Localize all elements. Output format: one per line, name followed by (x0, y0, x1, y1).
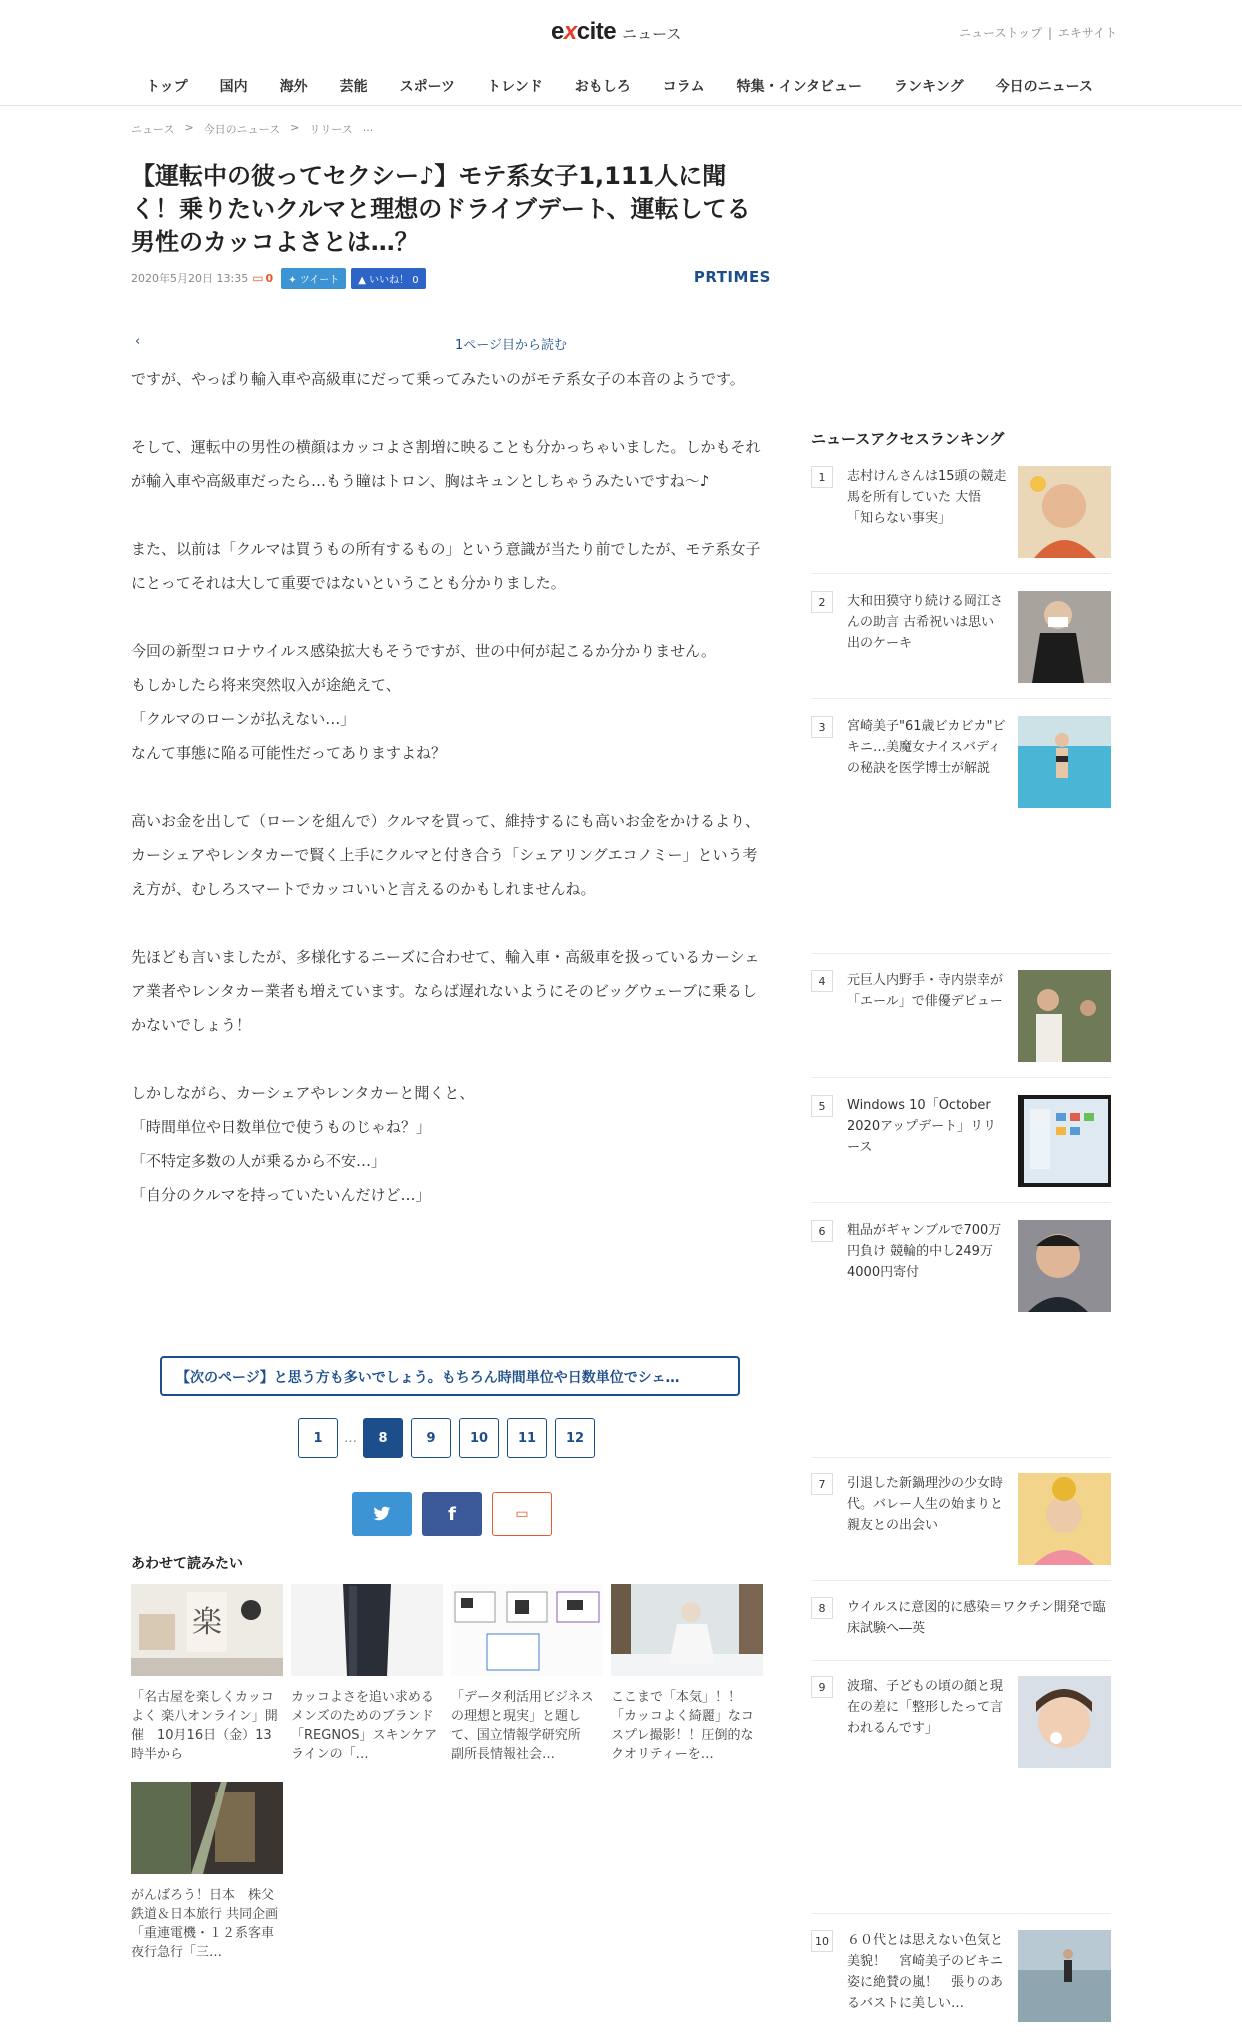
pagination-ellipsis: … (344, 1430, 357, 1446)
rank-thumbnail-shimura (1018, 466, 1111, 558)
pagination (298, 1418, 603, 1458)
comment-count[interactable]: 0 (265, 271, 274, 285)
access-ranking-heading: ニュースアクセスランキング (811, 430, 1005, 448)
page-1-button[interactable]: 1 (298, 1418, 338, 1458)
rank-title: 粗品がギャンブルで700万円負け 競輪的中し249万4000円寄付 (847, 1223, 1002, 1280)
logo-brand-pre: e (551, 18, 564, 45)
pager-top (131, 334, 771, 354)
body-paragraph: 「時間単位や日数単位で使うものじゃね？」 (131, 1118, 432, 1136)
body-paragraph: 今回の新型コロナウイルス感染拡大もそうですが、世の中何が起こるか分かりません。 (131, 642, 717, 660)
rank-number: 4 (811, 970, 833, 992)
ranking-item[interactable] (811, 591, 1111, 699)
svg-text:楽: 楽 (192, 1605, 222, 1640)
rank-number: 2 (811, 591, 833, 613)
breadcrumb-todays-news[interactable]: 今日のニュース (203, 123, 281, 136)
rank-thumbnail-miyazaki-beach (1018, 1930, 1111, 2022)
body-paragraph: そして、運転中の男性の横顔はカッコよさ割増に映ることも分かっちゃいました。しかもそれが輸入車や高級車だったら…もう瞳はトロン、胸はキュンとしちゃうみたいですね～♪ (131, 438, 761, 490)
breadcrumb-ellipsis: ... (362, 121, 374, 134)
comment-button[interactable] (492, 1492, 552, 1536)
page-9-button[interactable]: 9 (411, 1418, 451, 1458)
logo-brand (551, 18, 616, 46)
related-text: 「名古屋を楽しくカッコよく 楽八オンライン」開催 10月16日（金）13時半から (131, 1690, 278, 1762)
ranking-item[interactable] (811, 970, 1111, 1078)
rank-number: 5 (811, 1095, 833, 1117)
body-paragraph: また、以前は「クルマは買うもの所有するもの」という意識が当たり前でしたが、モテ系女子にとってそれは大して重要ではないということも分かりました。 (131, 540, 761, 592)
logo-sub: ニュース (622, 25, 682, 43)
like-label: いいね！ 0 (369, 274, 419, 286)
body-paragraph (131, 906, 771, 940)
rank-thumbnail-soshina (1018, 1220, 1111, 1312)
main-nav (130, 76, 1109, 96)
related-articles (131, 1584, 771, 1962)
rank-thumbnail-owada (1018, 591, 1111, 683)
article-title: 【運転中の彼ってセクシー♪】モテ系女子1,111人に聞く！乗りたいクルマと理想のドライブデート、運転してる男性のカッコよさとは…？ (131, 162, 751, 256)
rank-number: 8 (811, 1597, 833, 1619)
logo-brand-x: x (563, 18, 577, 45)
rank-title: 元巨人内野手・寺内崇幸が「エール」で俳優デビュー (847, 973, 1004, 1009)
ranking-item[interactable] (811, 1676, 1111, 1914)
toplinks-separator: | (1047, 26, 1052, 40)
body-paragraph: 「クルマのローンが払えない…」 (131, 710, 356, 728)
nav-trend[interactable]: トレンド (487, 79, 543, 95)
related-thumbnail-regnos (291, 1584, 443, 1676)
related-thumbnail-train (131, 1782, 283, 1874)
related-heading: あわせて読みたい (131, 1556, 243, 1572)
breadcrumb (131, 121, 373, 137)
facebook-icon: f (448, 1503, 456, 1525)
twitter-share-button[interactable] (352, 1492, 412, 1536)
rank-title: Windows 10「October 2020アップデート」リリース (847, 1098, 997, 1155)
nav-domestic[interactable]: 国内 (219, 79, 248, 95)
link-news-top[interactable]: ニューストップ (959, 26, 1043, 40)
rank-thumbnail-haru-child (1018, 1676, 1111, 1768)
rank-title: 宮崎美子"61歳ビカビカ"ビキニ…美魔女ナイスバディの秘訣を医学博士が解説 (847, 719, 1006, 776)
nav-todays-news[interactable]: 今日のニュース (995, 79, 1093, 95)
ranking-item[interactable] (811, 1597, 1111, 1661)
sidebar (811, 428, 1111, 449)
breadcrumb-sep: > (290, 121, 300, 134)
nav-ranking[interactable]: ランキング (894, 79, 964, 95)
body-paragraph: 先ほども言いましたが、多様化するニーズに合わせて、輸入車・高級車を扱っているカーシェア業者やレンタカー業者も増えています。ならば遅れないようにそのビッグウェーブに乗るしかないでしょう！ (131, 948, 760, 1034)
related-text: がんばろう！日本 株父鉄道＆日本旅行 共同企画「重連電機・１２系客車 夜行急行「三… (131, 1888, 279, 1960)
rank-number: 6 (811, 1220, 833, 1242)
tweet-label: ツイート (299, 274, 340, 286)
nav-top[interactable]: トップ (146, 79, 188, 95)
body-paragraph (131, 770, 771, 804)
rank-title: 大和田獏守り続ける岡江さんの助言 古希祝いは思い出のケーキ (847, 594, 1004, 651)
article-body (131, 362, 771, 1212)
ranking-item[interactable] (811, 466, 1111, 574)
twitter-bird-icon: ✦ (288, 274, 300, 286)
rank-thumbnail-shinnabe (1018, 1473, 1111, 1565)
ranking-item[interactable] (811, 1220, 1111, 1458)
rank-thumbnail-windows10 (1018, 1095, 1111, 1187)
rank-thumbnail-miyazaki-pool (1018, 716, 1111, 808)
link-excite[interactable]: エキサイト (1057, 26, 1117, 40)
related-item[interactable] (291, 1584, 443, 1764)
nav-entertainment[interactable]: 芸能 (339, 79, 368, 95)
rank-number: 3 (811, 716, 833, 738)
body-paragraph: 高いお金を出して（ローンを組んで）クルマを買って、維持するにも高いお金をかけるより、カーシェアやレンタカーで賢く上手にクルマと付き合う「シェアリングエコノミー」という考え方が、むしろスマートでカッコいいと言えるのかもしれませんね。 (131, 812, 760, 898)
comment-icon: ▭ (515, 1506, 529, 1522)
next-page-button[interactable]: 【次のページ】と思う方も多いでしょう。もちろん時間単位や日数単位でシェ… (160, 1356, 740, 1396)
breadcrumb-release[interactable]: リリース (309, 123, 353, 136)
related-item[interactable] (131, 1584, 283, 1764)
ranking-item[interactable] (811, 1473, 1111, 1581)
site-header (0, 0, 1242, 106)
article-date: 2020年5月20日 13:35 (131, 272, 249, 285)
nav-column[interactable]: コラム (662, 79, 705, 95)
rank-number: 1 (811, 466, 833, 488)
rank-number: 9 (811, 1676, 833, 1698)
rank-title: 引退した新鍋理沙の少女時代。バレー人生の始まりと親友との出会い (847, 1476, 1004, 1533)
body-paragraph: 「自分のクルマを持っていたいんだけど…」 (131, 1186, 431, 1204)
page-11-button[interactable]: 11 (507, 1418, 547, 1458)
prev-page-chevron-icon[interactable]: ‹ (135, 334, 141, 349)
body-paragraph: ですが、やっぱり輸入車や高級車にだって乗ってみたいのがモテ系女子の本音のようです。 (131, 370, 745, 388)
comment-icon[interactable]: ▭ (252, 271, 264, 285)
ranking-item[interactable] (811, 1095, 1111, 1203)
top-links (958, 24, 1118, 41)
related-text: カッコよさを追い求めるメンズのためのブランド「REGNOS」スキンケアラインの「… (291, 1690, 438, 1762)
breadcrumb-news[interactable]: ニュース (131, 123, 175, 136)
source-logo-prtimes[interactable]: PRTIMES (693, 268, 771, 286)
page-12-button[interactable]: 12 (555, 1418, 595, 1458)
thumbs-up-icon: ▲ (358, 274, 370, 286)
body-paragraph: なんて事態に陥る可能性だってありますよね？ (131, 744, 447, 762)
share-buttons (352, 1492, 552, 1536)
body-paragraph (131, 396, 771, 430)
related-thumbnail-data-diagram (451, 1584, 603, 1676)
read-from-first-page-link[interactable]: 1ページ目から読む (455, 338, 568, 353)
rank-number: 10 (811, 1930, 833, 1952)
like-button[interactable] (351, 268, 425, 289)
related-text: ここまで「本気」！！「カッコよく綺麗」なコスプレ撮影！！圧倒的なクオリティーを… (611, 1690, 754, 1762)
nav-funny[interactable]: おもしろ (574, 79, 631, 95)
body-paragraph: しかしながら、カーシェアやレンタカーと聞くと、 (131, 1084, 475, 1102)
rank-title: 波瑠、子どもの頃の顔と現在の差に「整形したって言われるんです」 (847, 1679, 1004, 1736)
nav-feature-interview[interactable]: 特集・インタビュー (736, 79, 863, 95)
breadcrumb-sep: > (184, 121, 194, 134)
nav-sports[interactable]: スポーツ (399, 79, 456, 95)
rank-title: ６０代とは思えない色気と美貌！ 宮崎美子のビキニ姿に絶賛の嵐！ 張りのあるバストに美しい… (847, 1933, 1004, 2011)
page-10-button[interactable]: 10 (459, 1418, 499, 1458)
body-paragraph (131, 498, 771, 532)
related-thumbnail-cosplay (611, 1584, 763, 1676)
rank-title: ウイルスに意図的に感染＝ワクチン開発で臨床試験へ―英 (847, 1600, 1106, 1636)
facebook-share-button[interactable] (422, 1492, 482, 1536)
related-item[interactable] (131, 1782, 283, 1962)
rank-title: 志村けんさんは15頭の競走馬を所有していた 大悟「知らない事実」 (847, 469, 1007, 526)
page-8-button-current[interactable]: 8 (363, 1418, 403, 1458)
body-paragraph: 「不特定多数の人が乗るから不安…」 (131, 1152, 387, 1170)
body-paragraph (131, 600, 771, 634)
logo-brand-post: cite (576, 18, 617, 45)
ranking-item[interactable] (811, 1930, 1111, 2038)
excite-news-logo[interactable] (551, 18, 681, 46)
body-paragraph (131, 1042, 771, 1076)
related-item[interactable] (611, 1584, 763, 1764)
body-paragraph: もしかしたら将来突然収入が途絶えて、 (131, 676, 401, 694)
twitter-bird-icon (373, 1506, 391, 1522)
related-text: 「データ利活用ビジネスの理想と現実」と題して、国立情報学研究所 副所長情報社会… (451, 1690, 594, 1762)
article-meta (131, 266, 771, 290)
ranking-item[interactable] (811, 716, 1111, 954)
nav-overseas[interactable]: 海外 (279, 79, 308, 95)
rank-number: 7 (811, 1473, 833, 1495)
related-item[interactable] (451, 1584, 603, 1764)
article-header (131, 160, 771, 286)
related-thumbnail-rakuhachi (131, 1584, 283, 1676)
tweet-button[interactable] (281, 268, 346, 289)
rank-thumbnail-terauchi (1018, 970, 1111, 1062)
